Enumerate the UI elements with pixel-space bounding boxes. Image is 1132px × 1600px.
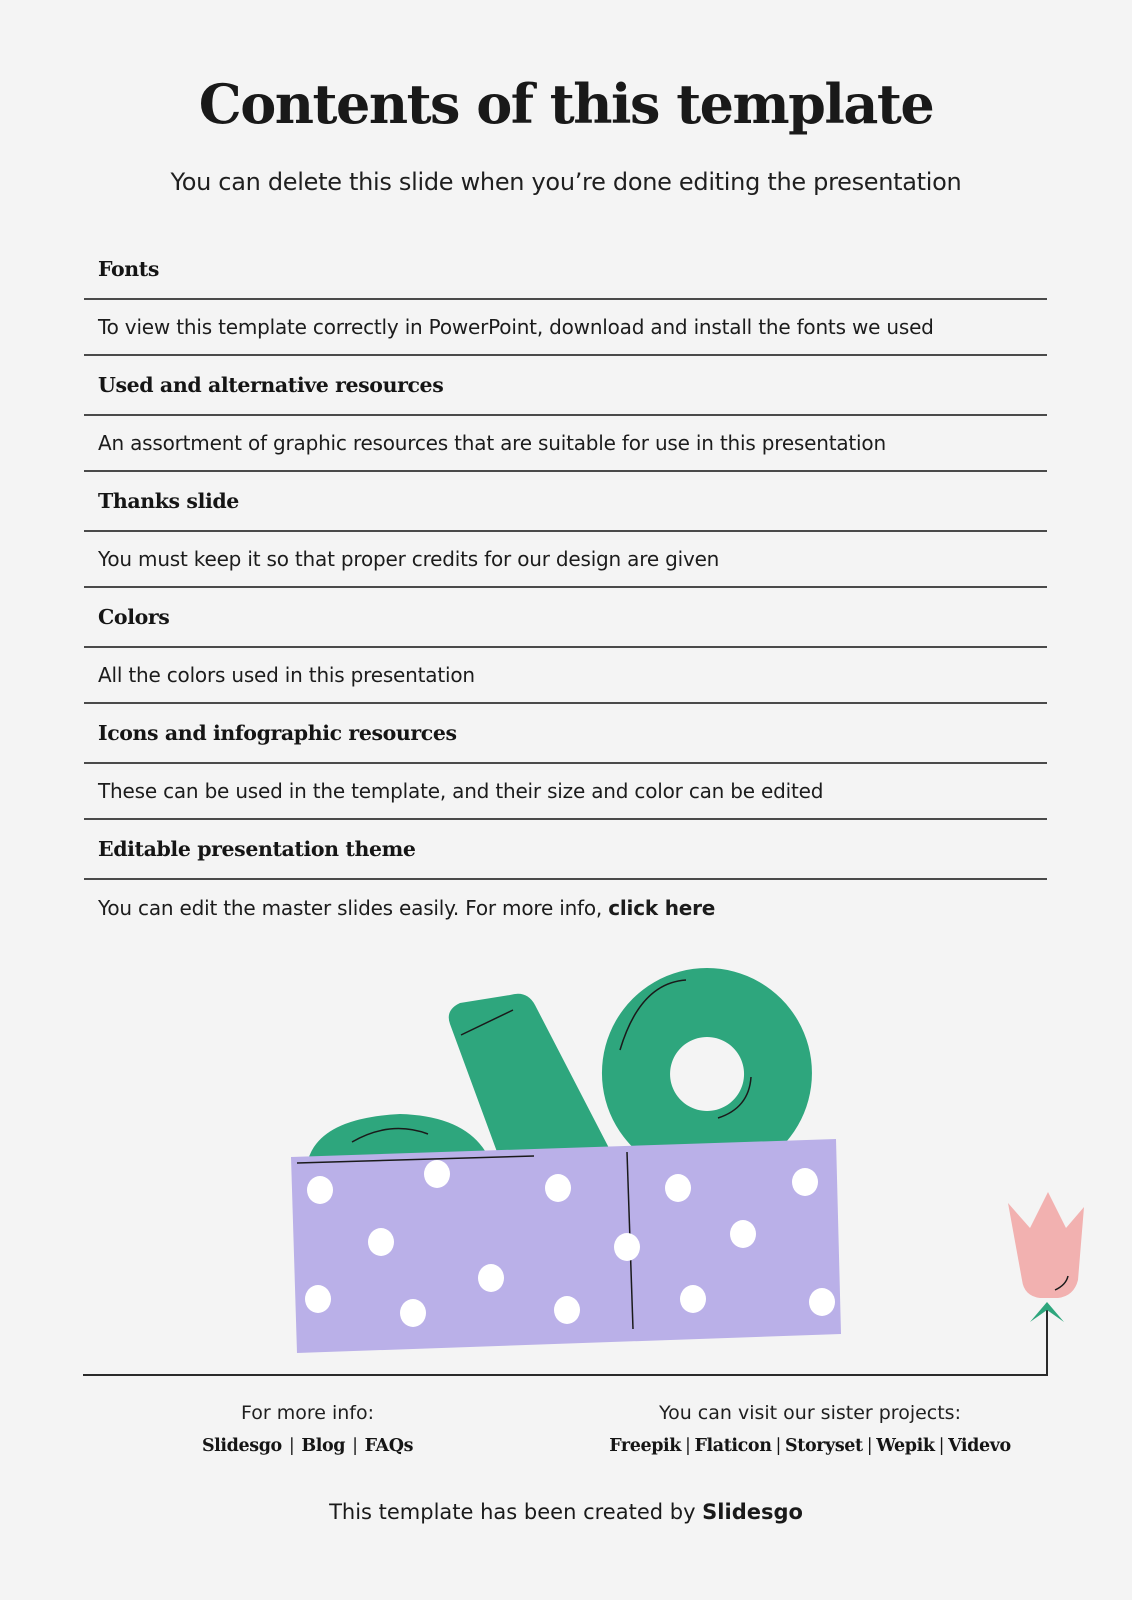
polka-dot-box: [291, 1139, 841, 1353]
section-description-theme: [84, 880, 1047, 936]
separator: |: [938, 1436, 945, 1456]
more-info-block: [160, 1402, 455, 1456]
theme-description-text: You can edit the master slides easily. For more info,: [98, 896, 609, 920]
separator: |: [775, 1436, 782, 1456]
sister-projects-label: You can visit our sister projects:: [659, 1402, 961, 1424]
section-description-resources: An assortment of graphic resources that are suitable for use in this presentation: [84, 416, 1047, 472]
separator: |: [685, 1436, 691, 1456]
slidesgo-link[interactable]: Slidesgo: [201, 1436, 282, 1456]
green-bar-shape: [449, 994, 610, 1160]
section-heading-icons: Icons and infographic resources: [84, 704, 1047, 764]
section-description-thanks: You must keep it so that proper credits for our design are given: [84, 532, 1047, 588]
separator: |: [866, 1436, 873, 1456]
green-ring-shape: [602, 968, 812, 1178]
section-heading-fonts: Fonts: [84, 240, 1047, 300]
more-info-links: [160, 1436, 455, 1456]
contents-table: [84, 240, 1047, 936]
section-heading-theme: Editable presentation theme: [84, 820, 1047, 880]
credit-line: [0, 1500, 1132, 1524]
page-title: Contents of this template: [198, 72, 934, 136]
section-description-fonts: To view this template correctly in PowerPoint, download and install the fonts we used: [84, 300, 1047, 356]
section-heading-thanks: Thanks slide: [84, 472, 1047, 532]
section-heading-colors: Colors: [84, 588, 1047, 648]
sister-projects-links: [590, 1436, 1030, 1456]
wepik-link[interactable]: Wepik: [876, 1436, 935, 1456]
separator: |: [352, 1436, 358, 1456]
flaticon-link[interactable]: Flaticon: [694, 1436, 772, 1456]
click-here-link[interactable]: click here: [608, 896, 716, 920]
credit-prefix: This template has been created by: [329, 1500, 703, 1524]
section-heading-resources: Used and alternative resources: [84, 356, 1047, 416]
section-description-icons: These can be used in the template, and their size and color can be edited: [84, 764, 1047, 820]
section-description-colors: All the colors used in this presentation: [84, 648, 1047, 704]
green-dome-shape: [308, 1114, 490, 1160]
storyset-link[interactable]: Storyset: [785, 1436, 863, 1456]
credit-brand-link[interactable]: Slidesgo: [702, 1500, 803, 1524]
blog-link[interactable]: Blog: [301, 1436, 346, 1456]
page-subtitle: You can delete this slide when you’re done editing the presentation: [170, 168, 962, 196]
more-info-label: For more info:: [240, 1402, 375, 1424]
tulip-flower: [1008, 1192, 1084, 1375]
faqs-link[interactable]: FAQs: [364, 1436, 414, 1456]
separator: |: [288, 1436, 295, 1456]
sister-projects-block: [590, 1402, 1030, 1456]
freepik-link[interactable]: Freepik: [609, 1436, 682, 1456]
videvo-link[interactable]: Videvo: [948, 1436, 1011, 1456]
